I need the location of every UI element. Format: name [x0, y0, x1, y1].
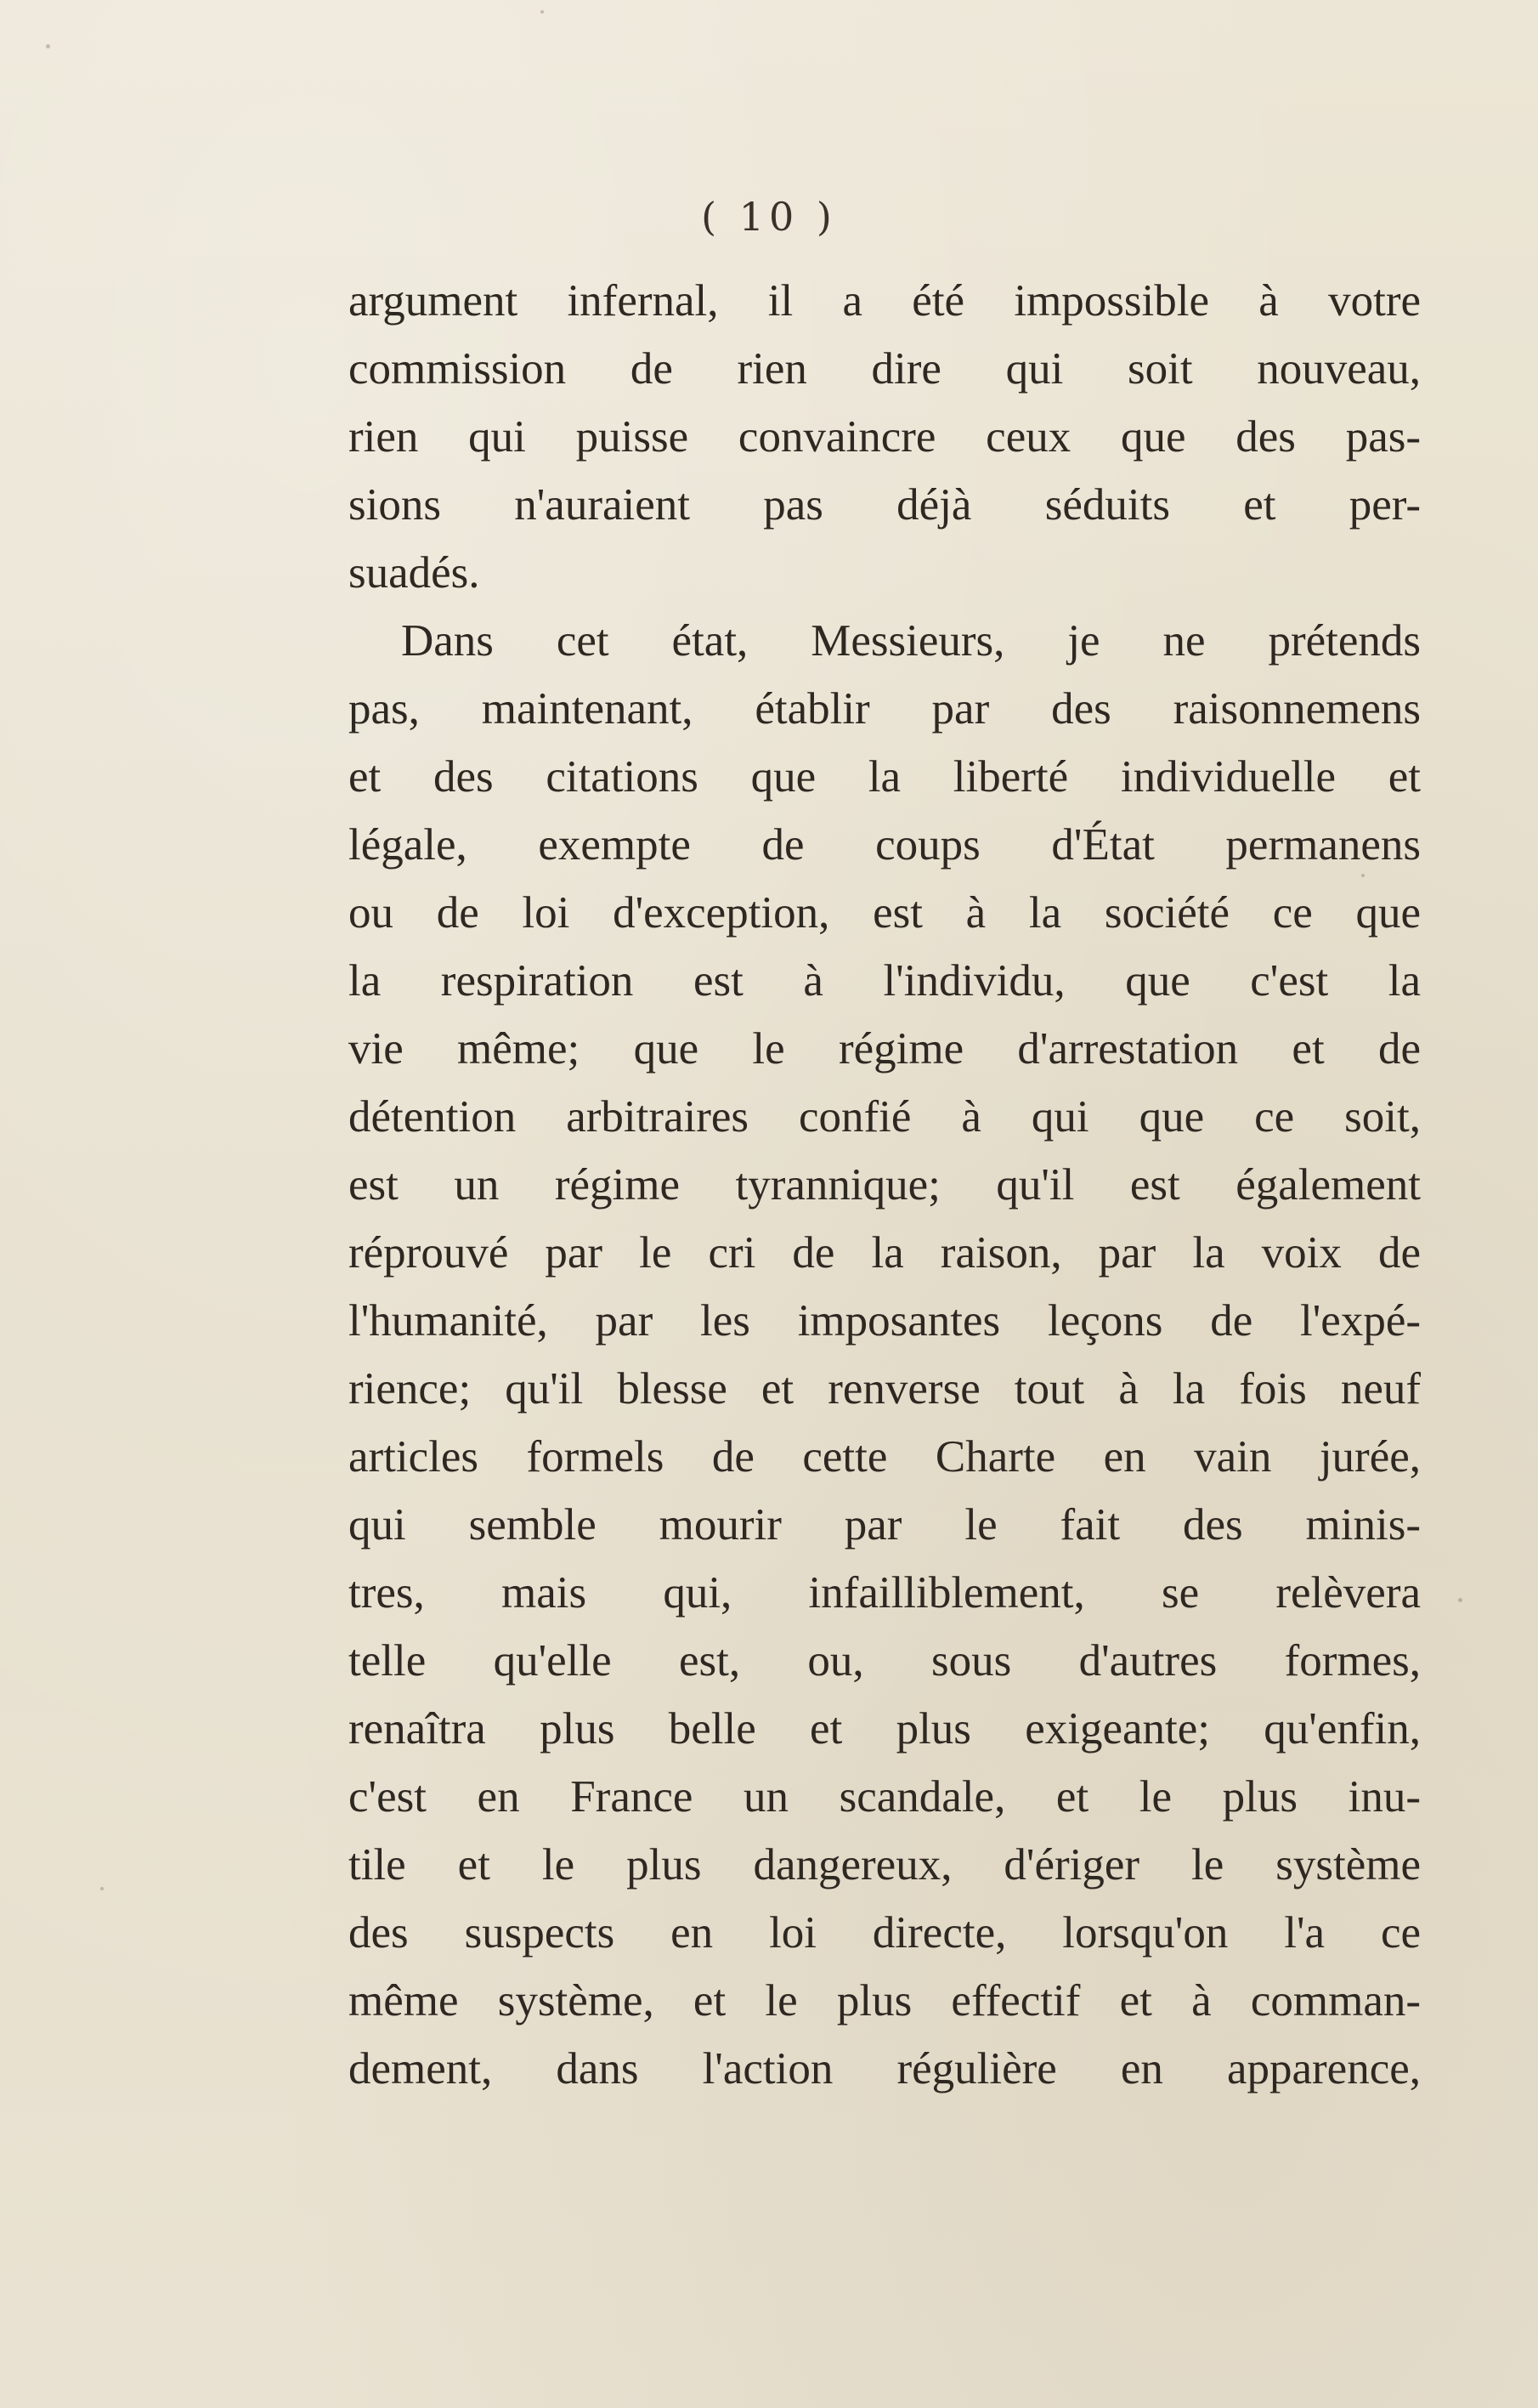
text-line: l'humanité, par les imposantes leçons de l'expé- [348, 1296, 1421, 1346]
text-line: qui semble mourir par le fait des minis- [348, 1500, 1421, 1550]
text-line: la respiration est à l'individu, que c'est la [348, 956, 1421, 1006]
paper-speck [540, 10, 544, 14]
text-line: même système, et le plus effectif et à comman- [348, 1976, 1421, 2026]
text-line: commission de rien dire qui soit nouveau, [348, 344, 1421, 394]
text-line: argument infernal, il a été impossible à votre [348, 276, 1421, 326]
text-line: telle qu'elle est, ou, sous d'autres formes, [348, 1636, 1421, 1686]
page-number: ( 10 ) [701, 194, 837, 240]
text-line: Dans cet état, Messieurs, je ne prétends [401, 616, 1421, 666]
text-line: pas, maintenant, établir par des raisonnemens [348, 684, 1421, 734]
paper-speck [100, 1887, 104, 1890]
text-line: rience; qu'il blesse et renverse tout à la fois neuf [348, 1364, 1421, 1414]
text-line: détention arbitraires confié à qui que ce soit, [348, 1092, 1421, 1142]
text-line: ou de loi d'exception, est à la société ce que [348, 888, 1421, 938]
text-line: suadés. [348, 548, 480, 598]
text-line: articles formels de cette Charte en vain jurée, [348, 1432, 1421, 1482]
body-text [348, 267, 1421, 2103]
paper-speck [46, 44, 50, 48]
text-line: renaîtra plus belle et plus exigeante; qu'enfin, [348, 1704, 1421, 1754]
text-line: réprouvé par le cri de la raison, par la voix de [348, 1228, 1421, 1278]
text-line: sions n'auraient pas déjà séduits et per- [348, 480, 1421, 530]
text-line: légale, exempte de coups d'État permanens [348, 820, 1421, 870]
text-line: et des citations que la liberté individuelle et [348, 752, 1421, 802]
text-line: tres, mais qui, infailliblement, se relèvera [348, 1568, 1421, 1618]
text-line: tile et le plus dangereux, d'ériger le système [348, 1840, 1421, 1890]
text-line: des suspects en loi directe, lorsqu'on l'a ce [348, 1908, 1421, 1958]
text-line: est un régime tyrannique; qu'il est également [348, 1160, 1421, 1210]
text-line: vie même; que le régime d'arrestation et de [348, 1024, 1421, 1074]
text-line: rien qui puisse convaincre ceux que des pas- [348, 412, 1421, 462]
paper-speck [1458, 1598, 1462, 1602]
text-line: dement, dans l'action régulière en apparence, [348, 2044, 1421, 2094]
text-line: c'est en France un scandale, et le plus inu- [348, 1772, 1421, 1822]
paper-speck [1361, 874, 1365, 877]
